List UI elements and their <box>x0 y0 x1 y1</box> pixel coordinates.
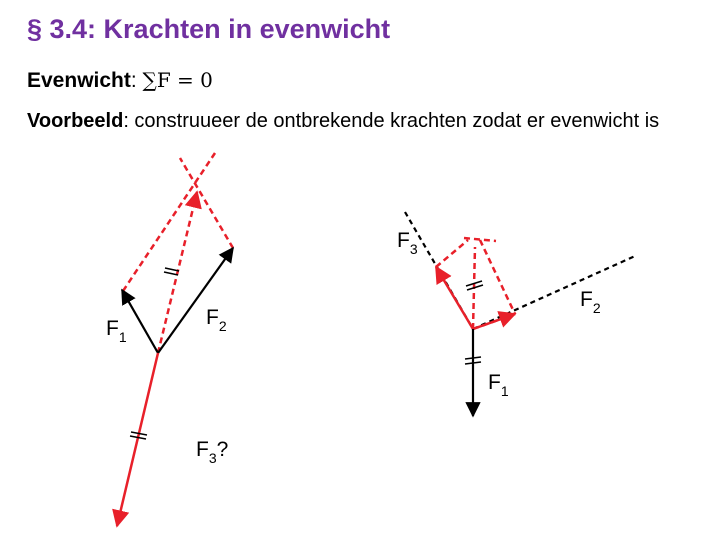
right-construction-line-a <box>436 240 468 267</box>
left-label-f3: $F_3$? <box>196 438 229 466</box>
example-text: : construueer de ontbrekende krachten zodat er evenwicht is <box>123 110 660 132</box>
page-title: § 3.4: Krachten in evenwicht <box>27 14 391 44</box>
left-label-f2: $F_2$ <box>206 306 227 334</box>
left-example <box>106 153 233 526</box>
left-label-f1: $F_1$ <box>106 317 127 345</box>
left-construction-line-a <box>123 153 215 291</box>
rule-separator: : <box>130 69 143 92</box>
right-construction-line-c <box>480 240 515 314</box>
right-example <box>397 212 635 416</box>
left-arrow-f2 <box>158 248 233 353</box>
right-label-f2: $F_2$ <box>580 288 601 316</box>
right-label-f1: $F_1$ <box>488 371 509 399</box>
rule-formula: ∑F = 0 <box>142 68 213 92</box>
left-arrow-f1 <box>122 290 158 353</box>
right-f2-line-of-action <box>473 256 635 329</box>
left-resultant-dashed <box>158 192 197 353</box>
right-arrow-f3 <box>436 267 473 329</box>
right-label-f3: $F_3$ <box>397 229 418 257</box>
right-arrow-f2 <box>473 314 515 329</box>
example-term: Voorbeeld <box>27 110 124 132</box>
left-arrow-f3 <box>117 353 158 526</box>
rule-term: Evenwicht <box>27 69 131 92</box>
